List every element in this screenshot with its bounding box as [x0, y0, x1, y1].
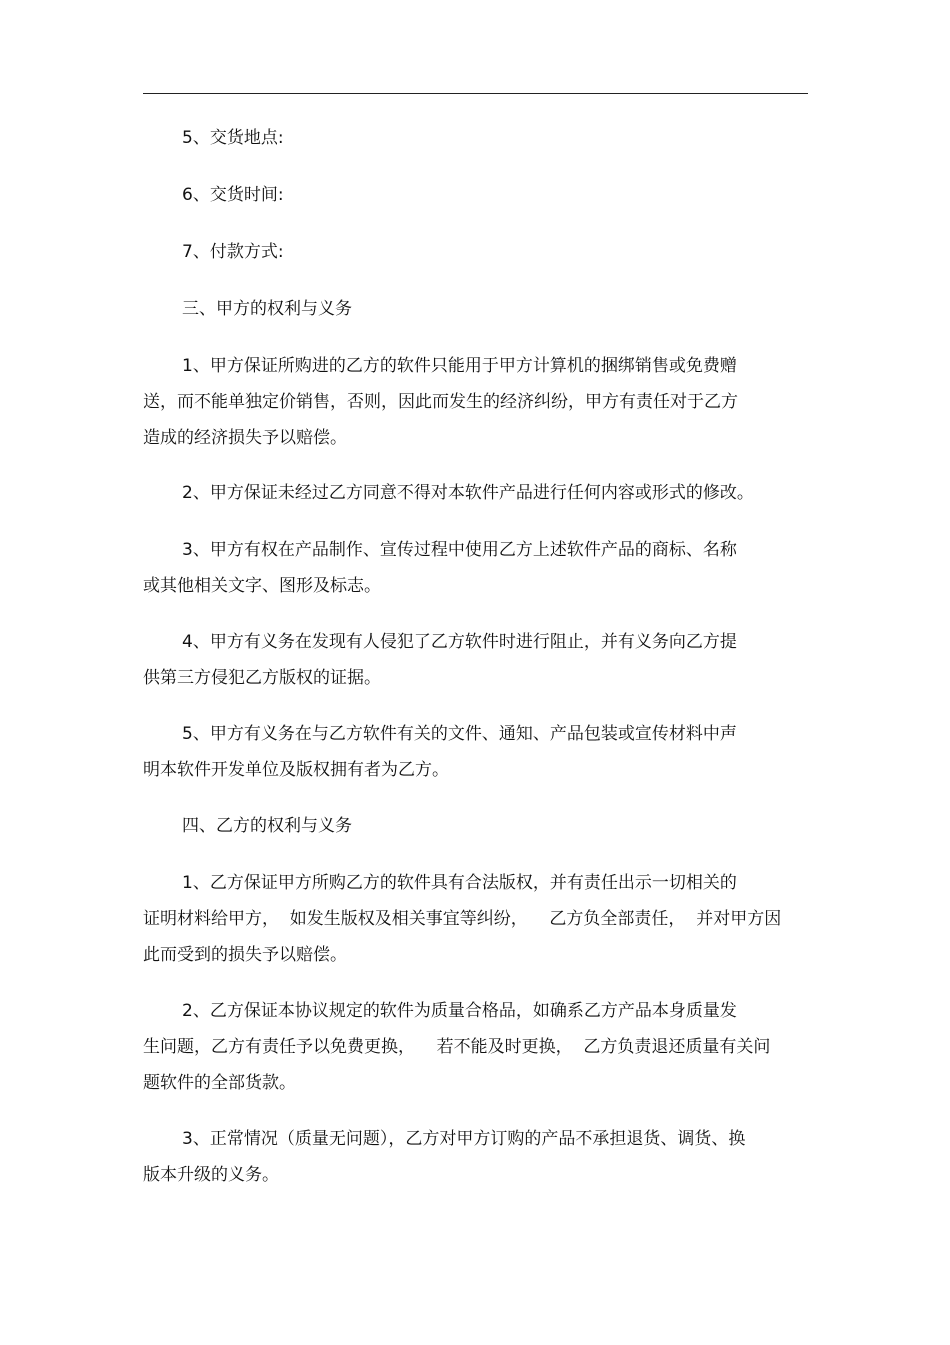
paragraph-b2-line1: 2、乙方保证本协议规定的软件为质量合格品，如确系乙方产品本身质量发 — [182, 1001, 737, 1021]
paragraph-b1-line1: 1、乙方保证甲方所购乙方的软件具有合法版权，并有责任出示一切相关的 — [182, 873, 737, 893]
item-delivery-place: 5、交货地点: — [182, 128, 284, 148]
paragraph-b3-line1: 3、正常情况（质量无问题），乙方对甲方订购的产品不承担退货、调货、换 — [182, 1129, 746, 1149]
paragraph-a5-line1: 5、甲方有义务在与乙方软件有关的文件、通知、产品包装或宣传材料中声 — [182, 724, 737, 744]
item-delivery-time: 6、交货时间: — [182, 185, 284, 205]
paragraph-a2-line1: 2、甲方保证未经过乙方同意不得对本软件产品进行任何内容或形式的修改。 — [182, 483, 754, 503]
paragraph-a4-line1: 4、甲方有义务在发现有人侵犯了乙方软件时进行阻止，并有义务向乙方提 — [182, 632, 737, 652]
section-heading-party-a: 三、甲方的权利与义务 — [182, 299, 352, 319]
paragraph-b2-line2: 生问题，乙方有责任予以免费更换， 若不能及时更换， 乙方负责退还质量有关问 — [143, 1037, 771, 1057]
paragraph-a3-line1: 3、甲方有权在产品制作、宣传过程中使用乙方上述软件产品的商标、名称 — [182, 540, 737, 560]
paragraph-b1-line3: 此而受到的损失予以赔偿。 — [143, 945, 347, 965]
item-payment-method: 7、付款方式: — [182, 242, 284, 262]
paragraph-a1-line1: 1、甲方保证所购进的乙方的软件只能用于甲方计算机的捆绑销售或免费赠 — [182, 356, 737, 376]
section-heading-party-b: 四、乙方的权利与义务 — [182, 816, 352, 836]
paragraph-a3-line2: 或其他相关文字、图形及标志。 — [143, 576, 381, 596]
paragraph-b1-line2: 证明材料给甲方， 如发生版权及相关事宜等纠纷， 乙方负全部责任， 并对甲方因 — [143, 909, 782, 929]
paragraph-a1-line2: 送，而不能单独定价销售，否则，因此而发生的经济纠纷，甲方有责任对于乙方 — [143, 392, 738, 412]
header-rule — [143, 93, 808, 94]
paragraph-a1-line3: 造成的经济损失予以赔偿。 — [143, 428, 347, 448]
paragraph-b3-line2: 版本升级的义务。 — [143, 1165, 279, 1185]
paragraph-a5-line2: 明本软件开发单位及版权拥有者为乙方。 — [143, 760, 449, 780]
paragraph-a4-line2: 供第三方侵犯乙方版权的证据。 — [143, 668, 381, 688]
paragraph-b2-line3: 题软件的全部货款。 — [143, 1073, 296, 1093]
